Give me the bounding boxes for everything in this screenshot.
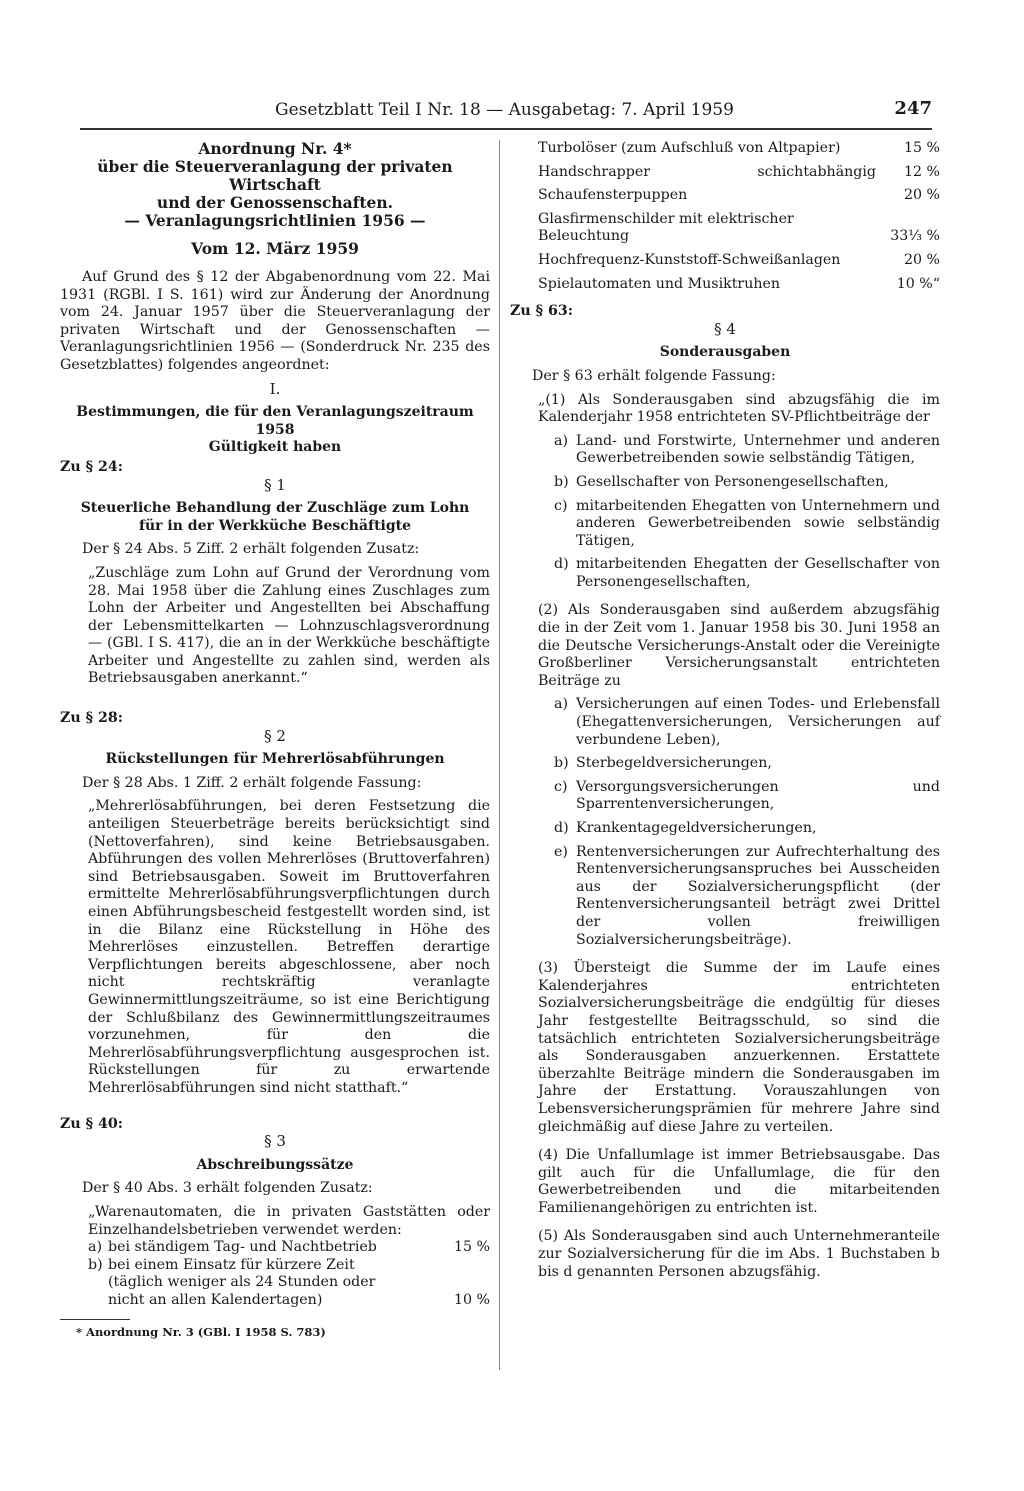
rate-row-value: 12 % xyxy=(903,163,940,180)
rate-row-text: Turbolöser (zum Aufschluß von Altpapier) xyxy=(538,140,841,156)
zu-63-label: Zu § 63: xyxy=(510,303,573,320)
zu-28-label: Zu § 28: xyxy=(60,710,123,727)
rate-row xyxy=(510,252,940,270)
list-item-label: a) xyxy=(554,696,568,713)
column-divider xyxy=(499,140,500,1370)
paragraph-5: (5) Als Sonderausgaben sind auch Unternehmeranteile zur Sozialversicherung für die im Abs. 1 Buchstaben b bis d genannten Personen abzugsfähig. xyxy=(538,1228,940,1280)
rate-row xyxy=(510,211,940,246)
footnote: * Anordnung Nr. 3 (GBl. I 1958 S. 783) xyxy=(76,1325,326,1340)
heading-line-3: und der Genossenschaften. xyxy=(156,193,394,212)
list-item xyxy=(510,696,940,749)
rate-item-b-text: bei einem Einsatz für kürzere Zeit (täglich weniger als 24 Stunden oder nicht an allen Kalendertagen) xyxy=(108,1256,376,1308)
list-item-text: Gesellschafter von Personengesellschaften, xyxy=(576,473,889,490)
paragraph-2-list xyxy=(510,696,940,949)
rate-item-b-rate: 10 % xyxy=(453,1291,490,1308)
rate-row xyxy=(510,140,940,158)
section-1-number: § 1 xyxy=(264,475,286,494)
part-title-line-2: Gültigkeit haben xyxy=(208,439,342,456)
section-2-quote: „Mehrerlösabführungen, bei deren Festsetzung die anteiligen Steuerbeträge bereits berücksichtigt sind (Nettoverfahren), sind keine Betriebsausgaben. Abführungen des vollen Mehrerlöses (Bruttoverfahren) sind Betriebsausgaben. Soweit im Bruttoverfahren ermittelte Mehrerlösabführungsverpflichtungen durch einen Abführungsbescheid festgestellt worden sind, ist in die Bilanz eine Rückstellung in Höhe des Mehrerlöses einzustellen. Betreffen derartige Verpflichtungen bereits abgeschlossene, aber noch nicht rechtskräftig veranlagte Gewinnermittlungszeiträume, so ist eine Berichtigung der Schlußbilanz des Gewinnermittlungszeitraumes vorzunehmen, für den die Mehrerlösabführungsverpflichtung ausgesprochen ist. Rückstellungen für zu erwartende Mehrerlösabführungen sind nicht statthaft.“ xyxy=(88,798,490,1096)
rate-item-a xyxy=(60,1239,490,1257)
rate-item-a-label: a) xyxy=(88,1239,102,1256)
part-title xyxy=(60,404,490,457)
list-item-text: Rentenversicherungen zur Aufrechterhaltung des Rentenversicherungsanspruches bei Ausscheiden aus der Sozialversicherungspflicht (der Rentenversicherungsanteil beträgt zwei Drittel der vollen freiwilligen Sozialversicherungsbeiträge). xyxy=(576,843,940,948)
part-title-line-1: Bestimmungen, die für den Veranlagungszeitraum 1958 xyxy=(76,404,474,438)
list-item-label: b) xyxy=(554,755,569,772)
list-item-label: e) xyxy=(554,843,568,860)
rate-row-value: 20 % xyxy=(903,251,940,268)
list-item xyxy=(510,433,940,468)
paragraph-2: (2) Als Sonderausgaben sind außerdem abzugsfähig die in der Zeit vom 1. Januar 1958 bis 30. Juni 1958 an die Deutsche Versicherungs-Anstalt oder die Vereinigte Großberliner Versicherungsanstalt entrichteten Beiträge zu xyxy=(538,602,940,689)
list-item-text: Sterbegeldversicherungen, xyxy=(576,755,772,772)
list-item-label: b) xyxy=(554,473,569,490)
paragraph-3: (3) Übersteigt die Summe der im Laufe eines Kalenderjahres entrichteten Sozialversicherungsbeiträge die endgültig für dieses Jahr festgestellte Beitragsschuld, so sind die tatsächlich entrichteten Sozialversicherungsbeiträge als Sonderausgaben anzuerkennen. Erstattete überzahlte Beiträge mindern die Sonderausgaben im Jahre der Erstattung. Vorauszahlungen von Lebensversicherungsprämien für mehrere Jahre sind gleichmäßig auf diese Jahre zu verteilen. xyxy=(538,960,940,1135)
heading-line-1: Anordnung Nr. 4* xyxy=(198,139,352,158)
ordinance-date: Vom 12. März 1959 xyxy=(191,239,359,258)
heading-line-4: — Veranlagungsrichtlinien 1956 — xyxy=(124,211,426,230)
ordinance-heading xyxy=(60,140,490,230)
paragraph-4: (4) Die Unfallumlage ist immer Betriebsausgabe. Das gilt auch für die Unfallumlage, die für den Gewerbetreibenden und die mitarbeitenden Familienangehörigen zu entrichten ist. xyxy=(538,1147,940,1216)
paragraph-1-list xyxy=(510,433,940,592)
rate-row xyxy=(510,276,940,294)
rate-row-text: Spielautomaten und Musiktruhen xyxy=(538,275,781,292)
right-column xyxy=(510,140,940,1281)
section-2-title: Rückstellungen für Mehrerlösabführungen xyxy=(105,751,445,768)
section-1-quote: „Zuschläge zum Lohn auf Grund der Verordnung vom 28. Mai 1958 über die Zahlung eines Zuschlages zum Lohn der Arbeiter und Angestellten bei Abschaffung der Lebensmittelkarten — Lohnzuschlagsverordnung — (GBl. I S. 417), die an in der Werkküche beschäftigte Arbeiter und Angestellte zu zahlen sind, werden als Betriebsausgaben anerkannt.“ xyxy=(88,564,490,687)
rate-row-value: 10 %“ xyxy=(896,275,940,292)
list-item-label: c) xyxy=(554,778,568,795)
section-1-title-line-1: Steuerliche Behandlung der Zuschläge zum Lohn xyxy=(80,500,470,517)
rate-item-a-text: bei ständigem Tag- und Nachtbetrieb xyxy=(108,1239,377,1256)
rate-row-text: Schaufensterpuppen xyxy=(538,187,688,204)
page-number: 247 xyxy=(894,98,932,119)
section-2-intro: Der § 28 Abs. 1 Ziff. 2 erhält folgende Fassung: xyxy=(82,774,422,791)
list-item xyxy=(510,755,940,773)
section-3-intro: Der § 40 Abs. 3 erhält folgenden Zusatz: xyxy=(82,1180,373,1197)
section-4-intro: Der § 63 erhält folgende Fassung: xyxy=(532,367,776,384)
list-item-text: Versorgungsversicherungen und Sparrentenversicherungen, xyxy=(576,778,940,813)
section-1-title-line-2: für in der Werkküche Beschäftigte xyxy=(138,517,412,534)
section-3-number: § 3 xyxy=(264,1132,286,1151)
list-item xyxy=(510,820,940,838)
section-3-quote: „Warenautomaten, die in privaten Gaststätten oder Einzelhandelsbetrieben verwendet werden: xyxy=(88,1203,490,1238)
rate-item-a-rate: 15 % xyxy=(453,1239,490,1256)
part-roman: I. xyxy=(269,379,281,398)
intro-paragraph: Auf Grund des § 12 der Abgabenordnung vom 22. Mai 1931 (RGBl. I S. 161) wird zur Änderung der Anordnung vom 24. Januar 1957 über die Steuerveranlagung der privaten Wirtschaft und der Genossenschaften — Veranlagungsrichtlinien 1956 — (Sonderdruck Nr. 235 des Gesetzblattes) folgendes angeordnet: xyxy=(60,269,490,373)
section-1-title xyxy=(60,500,490,535)
list-item-text: mitarbeitenden Ehegatten der Gesellschafter von Personengesellschaften, xyxy=(576,556,940,590)
list-item-label: d) xyxy=(554,556,569,573)
rate-item-b-label: b) xyxy=(88,1256,103,1273)
list-item-text: mitarbeitenden Ehegatten von Unternehmern und anderen Gewerbetreibenden sowie selbständig Tätigen, xyxy=(576,497,940,549)
rate-item-b xyxy=(60,1257,490,1310)
section-2-number: § 2 xyxy=(264,726,286,745)
rates-list xyxy=(510,140,940,293)
list-item-text: Land- und Forstwirte, Unternehmer und anderen Gewerbetreibenden sowie selbständig Tätigen, xyxy=(576,432,940,467)
zu-40-label: Zu § 40: xyxy=(60,1115,123,1132)
list-item-label: a) xyxy=(554,432,568,449)
list-item xyxy=(510,498,940,551)
rate-row-text: Handschrapper xyxy=(538,163,650,180)
list-item-text: Krankentagegeldversicherungen, xyxy=(576,820,817,836)
rate-row-value: 20 % xyxy=(903,187,940,204)
list-item xyxy=(510,474,940,492)
header-title: Gesetzblatt Teil I Nr. 18 — Ausgabetag: 7. April 1959 xyxy=(275,100,734,120)
list-item-text: Versicherungen auf einen Todes- und Erlebensfall (Ehegattenversicherungen, Versicherungen auf verbundene Leben), xyxy=(576,696,940,748)
list-item-label: d) xyxy=(554,820,569,836)
section-4-number: § 4 xyxy=(714,319,736,338)
page-header xyxy=(80,96,932,130)
rate-row xyxy=(510,164,940,182)
list-item xyxy=(510,844,940,950)
section-1-intro: Der § 24 Abs. 5 Ziff. 2 erhält folgenden Zusatz: xyxy=(82,541,420,558)
rate-row-value: 33⅓ % xyxy=(890,228,940,245)
list-item xyxy=(510,556,940,591)
section-3-title: Abschreibungssätze xyxy=(196,1156,354,1173)
footnote-rule xyxy=(60,1319,130,1320)
rate-row xyxy=(510,187,940,205)
list-item xyxy=(510,779,940,814)
zu-24-label: Zu § 24: xyxy=(60,458,123,475)
list-item-label: c) xyxy=(554,497,568,514)
left-column xyxy=(60,140,490,1342)
rate-row-note: schichtabhängig xyxy=(757,163,876,180)
heading-line-2: über die Steuerveranlagung der privaten Wirtschaft xyxy=(97,157,453,194)
rate-row-value: 15 % xyxy=(903,140,940,156)
rate-row-text: Hochfrequenz-Kunststoff-Schweißanlagen xyxy=(538,251,841,268)
rate-row-text: Glasfirmenschilder mit elektrischer Beleuchtung xyxy=(538,210,794,245)
section-4-title: Sonderausgaben xyxy=(659,344,791,361)
paragraph-1: „(1) Als Sonderausgaben sind abzugsfähig die im Kalenderjahr 1958 entrichteten SV-Pflichtbeiträge der xyxy=(538,391,940,426)
